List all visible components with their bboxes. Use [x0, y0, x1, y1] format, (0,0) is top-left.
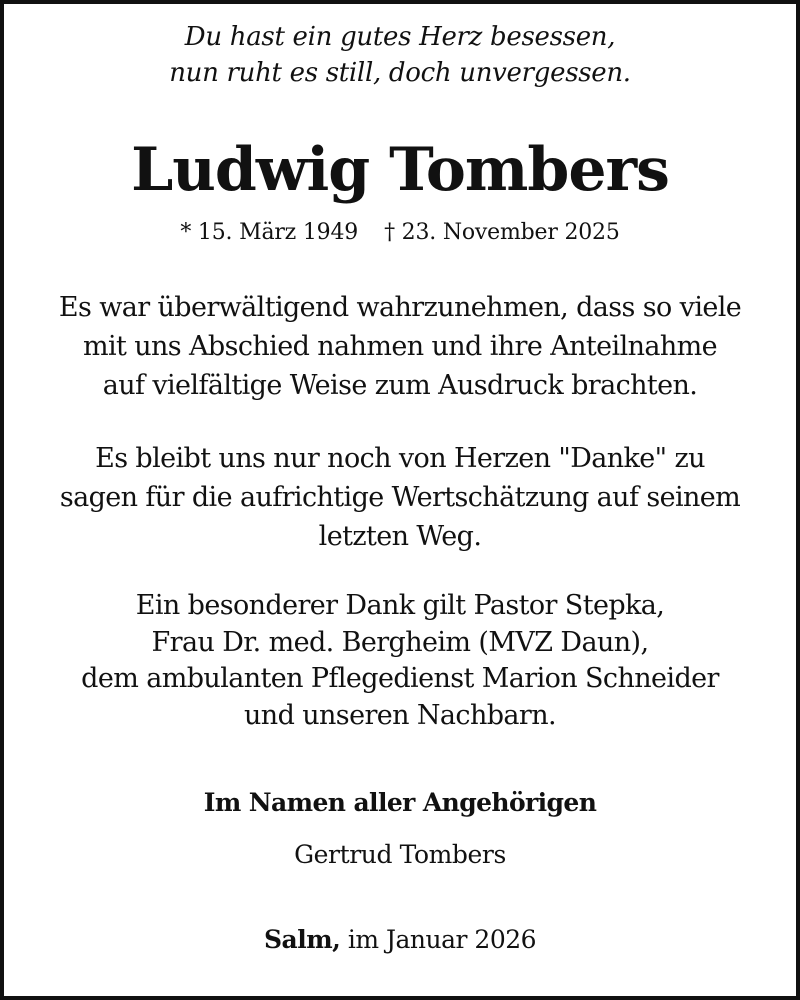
paragraph-1-line-1: Es war überwältigend wahrzunehmen, dass so viele [58, 292, 742, 323]
paragraph-3-line-4: und unseren Nachbarn. [243, 700, 556, 731]
paragraph-3-line-1: Ein besonderer Dank gilt Pastor Stepka, [135, 590, 665, 621]
verse-line-1: Du hast ein gutes Herz besessen, [184, 22, 616, 52]
life-dates [4, 220, 796, 245]
verse-line-2: nun ruht es still, doch unvergessen. [169, 58, 631, 88]
paragraph-1-line-2: mit uns Abschied nahmen und ihre Anteilnahme [82, 331, 718, 362]
paragraph-2-line-2: sagen für die aufrichtige Wertschätzung auf seinem [59, 482, 741, 513]
deceased-name: Ludwig Tombers [131, 135, 669, 205]
birth-date: * 15. März 1949 [180, 220, 359, 245]
signature-name: Gertrud Tombers [294, 840, 506, 869]
paragraph-2-line-1: Es bleibt uns nur noch von Herzen "Danke" zu [95, 443, 705, 474]
closing-date: im Januar 2026 [347, 925, 537, 954]
paragraph-3-line-3: dem ambulanten Pflegedienst Marion Schneider [81, 663, 719, 694]
paragraph-3-line-2: Frau Dr. med. Bergheim (MVZ Daun), [151, 627, 649, 658]
paragraph-2-line-3: letzten Weg. [318, 521, 482, 552]
paragraph-1-line-3: auf vielfältige Weise zum Ausdruck brachten. [102, 370, 698, 401]
signature-heading: Im Namen aller Angehörigen [203, 788, 597, 817]
death-date: † 23. November 2025 [384, 220, 620, 245]
place-name: Salm, [263, 925, 341, 954]
place-and-date [4, 925, 796, 954]
